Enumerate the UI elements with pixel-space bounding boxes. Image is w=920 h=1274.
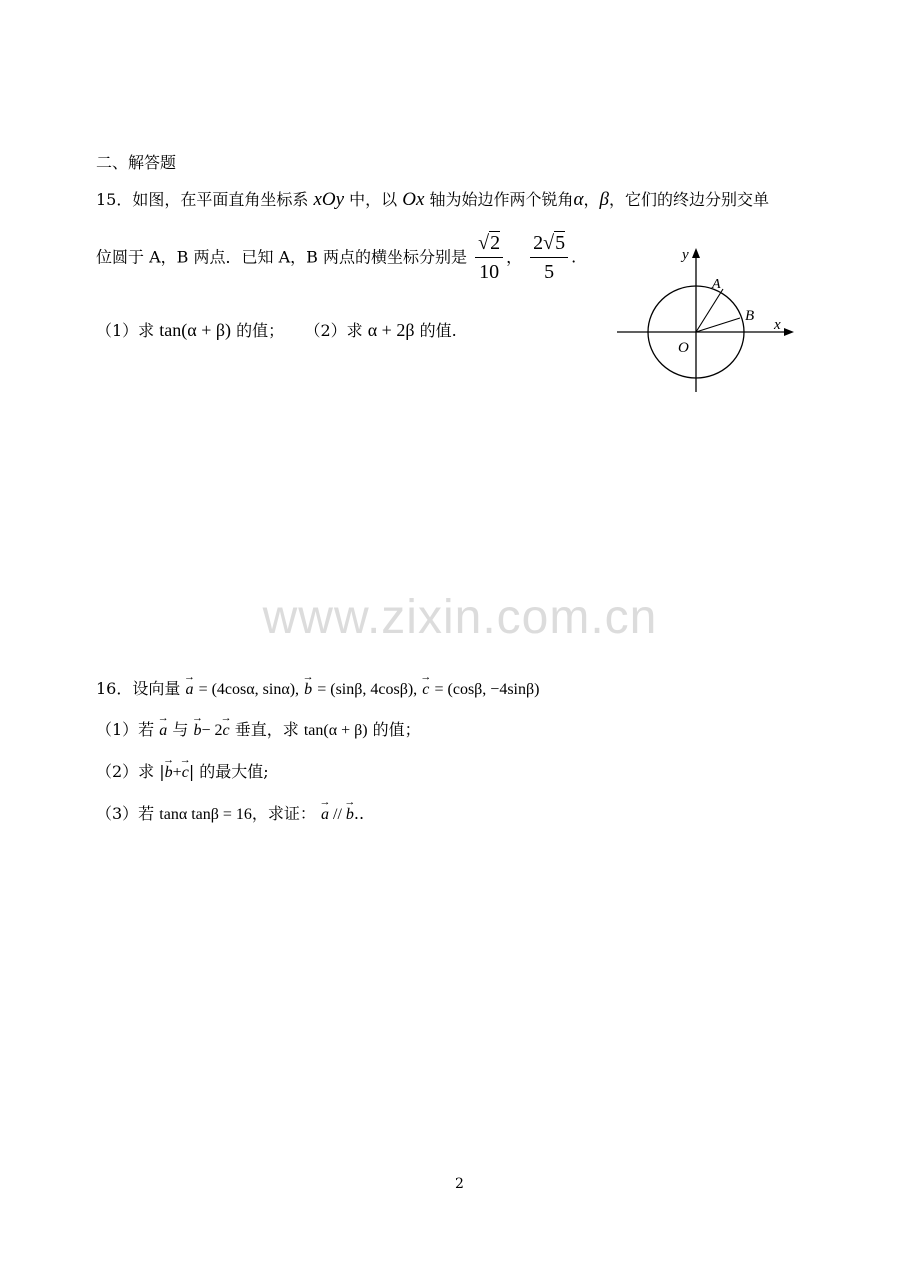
q16-p3-expr: tanα tanβ = 16: [159, 806, 252, 823]
q16-p1-end: 的值；: [372, 720, 421, 739]
q15-beta: β: [599, 189, 610, 210]
q16-p3-parallel: //: [329, 806, 346, 823]
q15-text-d: ，它们的终边分别交单: [609, 190, 770, 209]
page-number: 2: [455, 1176, 464, 1192]
q15-text-a: 如图，在平面直角坐标系: [132, 190, 309, 209]
q15-alpha: α: [573, 189, 584, 210]
vector-c: → c: [422, 681, 429, 699]
q16-p2-label: （2）求 |: [96, 762, 165, 781]
q16-part1: [96, 717, 421, 740]
vector-a: → a: [321, 806, 329, 824]
q16-p3-end: ..: [353, 804, 365, 823]
label-origin: O: [678, 340, 689, 356]
q16-p3-label: （3）若: [96, 804, 155, 823]
ray-oa: [696, 289, 723, 332]
vector-b: → b: [193, 722, 201, 740]
vector-a: → a: [185, 681, 193, 699]
q15-part1-expr: tan(α + β): [159, 320, 231, 340]
q16-p1-text: 垂直，求: [234, 720, 299, 739]
q15-text-b: 中，以: [349, 190, 398, 209]
q15-sep1: ，: [583, 190, 600, 209]
q16-p3-prove: ，求证：: [251, 804, 316, 823]
q15-sep2: ，: [506, 247, 523, 267]
fraction-2sqrt5-over-5: $\frac{2√5}{5}$: [530, 232, 568, 284]
q16-expr-b: = (sinβ, 4cosβ),: [317, 681, 418, 698]
q15-parts: [96, 318, 457, 341]
label-point-a: A: [712, 277, 721, 292]
q16-p1-with: 与: [172, 720, 189, 739]
q15-part2-end: 的值.: [419, 321, 457, 340]
y-axis-arrow: [692, 248, 700, 258]
watermark: www.zixin.com.cn: [262, 591, 658, 644]
q15-part2-expr: α + 2β: [367, 320, 415, 340]
q15-number: 15．: [96, 190, 133, 209]
q16-p1-label: （1）若: [96, 720, 155, 739]
q15-part2-label: （2）求: [304, 321, 363, 340]
q15-axis-name: Ox: [402, 189, 425, 210]
vector-b: → b: [165, 764, 173, 782]
q16-expr-c: = (cosβ, −4sinβ): [434, 681, 540, 698]
vector-c: → c: [182, 764, 189, 782]
section-title: 二、解答题: [96, 153, 177, 172]
q16-part3: [96, 801, 364, 824]
vector-b: → b: [346, 806, 354, 824]
q15-coord-name: xOy: [313, 189, 345, 210]
q15-part1-end: 的值；: [236, 321, 285, 340]
q15-text-c: 轴为始边作两个锐角: [429, 190, 574, 209]
vector-c: → c: [223, 722, 230, 740]
q16-expr-a: = (4cosα, sinα),: [198, 681, 300, 698]
q15-line2-end: .: [571, 247, 577, 267]
label-y: y: [682, 247, 689, 263]
x-axis-arrow: [784, 328, 794, 336]
q16-part2: [96, 759, 269, 782]
q15-text-line2: 位圆于 A，B 两点．已知 A，B 两点的横坐标分别是: [96, 247, 467, 267]
q16-p1-expr: tan(α + β): [303, 722, 368, 739]
fraction-sqrt2-over-10: $\frac{√2}{10}$: [475, 232, 503, 284]
label-point-b: B: [745, 308, 755, 324]
unit-circle-figure: [612, 240, 802, 400]
vector-a: → a: [159, 722, 167, 740]
q16-p2-end: | 的最大值;: [188, 762, 269, 781]
q16-line1: [96, 676, 539, 699]
q16-number: 16．: [96, 679, 133, 698]
q15-part1-label: （1）求: [96, 321, 155, 340]
q15-line2: [96, 232, 576, 284]
q16-p2-plus: +: [172, 764, 182, 781]
ray-ob: [696, 318, 740, 332]
vector-b: → b: [304, 681, 312, 699]
q15-line1: [96, 187, 769, 211]
q16-intro: 设向量: [132, 679, 181, 698]
q16-p1-minus: − 2: [201, 722, 223, 739]
label-x: x: [774, 317, 781, 333]
